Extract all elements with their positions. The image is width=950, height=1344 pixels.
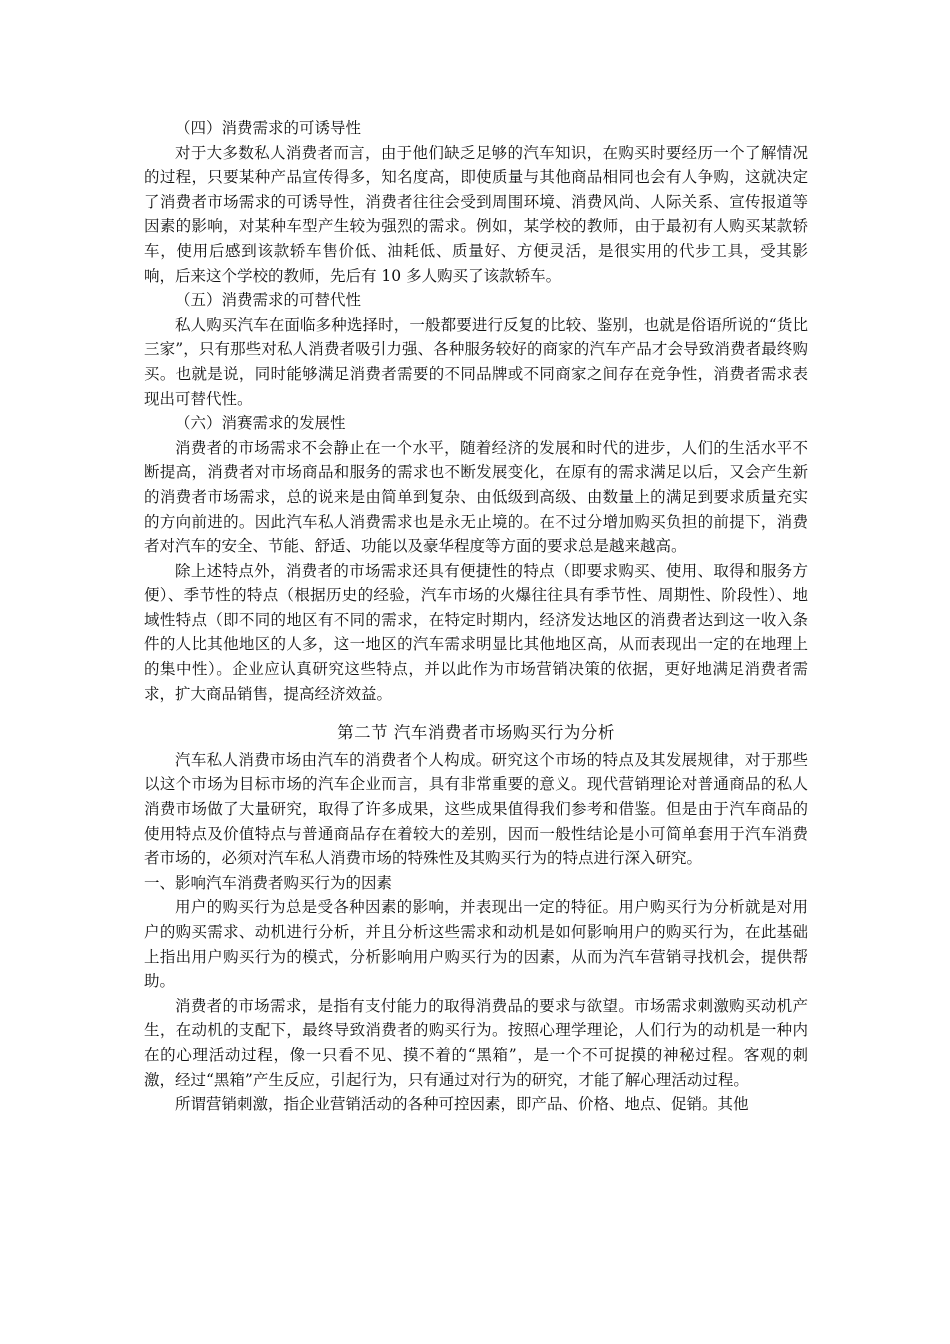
subheading-consumer-demand-substitutability: （五）消费需求的可替代性	[175, 291, 362, 310]
paragraph: 私人购买汽车在面临多种选择时，一般都要进行反复的比较、鉴别，也就是俗语所说的“货比三家”，只有那些对私人消费者吸引力强、各种服务较好的商家的汽车产品才会导致消费者最终购买。也就是说，同时能够满足消费者需要的不同品牌或不同商家之间存在竞争性，消费者需求表现出可替代性。	[144, 315, 808, 408]
paragraph: 消费者的市场需求不会静止在一个水平，随着经济的发展和时代的进步，人们的生活水平不断提高，消费者对市场商品和服务的需求也不断发展变化，在原有的需求满足以后，又会产生新的消费者市场需求，总的说来是由简单到复杂、由低级到高级、由数量上的满足到要求质量充实的方向前进的。因此汽车私人消费需求也是永无止境的。在不过分增加购买负担的前提下，消费者对汽车的安全、节能、舒适、功能以及豪华程度等方面的要求总是越来越高。	[144, 438, 808, 556]
document-body	[144, 116, 808, 1117]
paragraph: 汽车私人消费市场由汽车的消费者个人构成。研究这个市场的特点及其发展规律，对于那些以这个市场为目标市场的汽车企业而言，具有非常重要的意义。现代营销理论对普通商品的私人消费市场做了大量研究，取得了许多成果，这些成果值得我们参考和借鉴。但是由于汽车商品的使用特点及价值特点与普通商品存在着较大的差别，因而一般性结论是小可简单套用于汽车消费者市场的，必须对汽车私人消费市场的特殊性及其购买行为的特点进行深入研究。	[144, 750, 808, 868]
paragraph: 用户的购买行为总是受各种因素的影响，并表现出一定的特征。用户购买行为分析就是对用户的购买需求、动机进行分析，并且分析这些需求和动机是如何影响用户的购买行为，在此基础上指出用户购买行为的模式，分析影响用户购买行为的因素，从而为汽车营销寻找机会，提供帮助。	[144, 898, 808, 991]
paragraph: 消费者的市场需求，是指有支付能力的取得消费品的要求与欲望。市场需求刺激购买动机产生，在动机的支配下，最终导致消费者的购买行为。按照心理学理论，人们行为的动机是一种内在的心理活动过程，像一只看不见、摸不着的“黑箱”，是一个不可捉摸的神秘过程。客观的刺激，经过“黑箱”产生反应，引起行为，只有通过对行为的研究，才能了解心理活动过程。	[144, 996, 808, 1089]
paragraph: 对于大多数私人消费者而言，由于他们缺乏足够的汽车知识，在购买时要经历一个了解情况的过程，只要某种产品宣传得多，知名度高，即使质量与其他商品相同也会有人争购，这就决定了消费者市场需求的可诱导性，消费者往往会受到周围环境、消费风尚、人际关系、宣传报道等因素的影响，对某种车型产生较为强烈的需求。例如，某学校的教师，由于最初有人购买某款轿车，使用后感到该款轿车售价低、油耗低、质量好、方便灵活，是很实用的代步工具，受其影响，后来这个学校的教师，先后有 10 多人购买了该款轿车。	[144, 143, 808, 285]
paragraph: 所谓营销刺激，指企业营销活动的各种可控因素，即产品、价格、地点、促销。其他	[175, 1095, 749, 1114]
subheading-consumer-demand-inducibility: （四）消费需求的可诱导性	[175, 119, 362, 137]
subheading-consumer-demand-development: （六）消赛需求的发展性	[175, 414, 346, 433]
section-title: 第二节 汽车消费者市场购买行为分析	[337, 723, 615, 743]
section-heading: 一、影响汽车消费者购买行为的因素	[144, 873, 393, 892]
paragraph: 除上述特点外，消费者的市场需求还具有便捷性的特点（即要求购买、使用、取得和服务方便）、季节性的特点（根据历史的经验，汽车市场的火爆往往具有季节性、周期性、阶段性）、地域性特点（即不同的地区有不同的需求，在特定时期内，经济发达地区的消费者达到这一收入条件的人比其他地区的人多，这一地区的汽车需求明显比其他地区高，从而表现出一定的在地理上的集中性）。企业应认真研究这些特点，并以此作为市场营销决策的依据，更好地满足消费者需求，扩大商品销售，提高经济效益。	[144, 561, 808, 703]
